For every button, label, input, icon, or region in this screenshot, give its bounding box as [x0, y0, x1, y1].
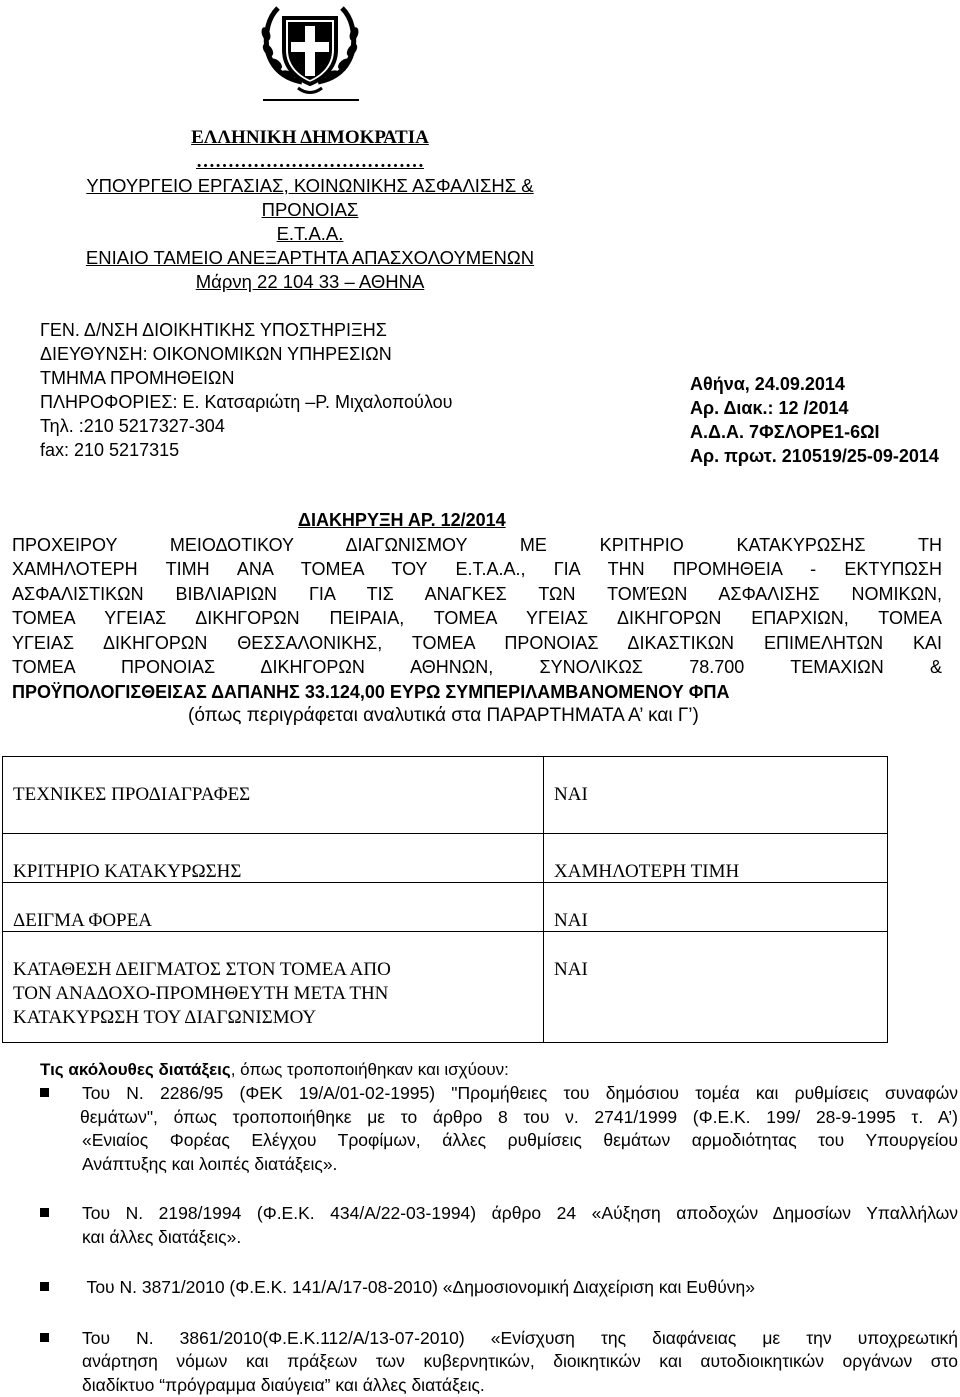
sender-block: [40, 318, 452, 462]
announcement-line: ΠΡΟΧΕΙΡΟΥ ΜΕΙΟΔΟΤΙΚΟΥ ΔΙΑΓΩΝΙΣΜΟΥ ΜΕ ΚΡΙΤΗΡΙΟ ΚΑΤΑΚΥΡΩΣΗΣ ΤΗ: [12, 533, 942, 558]
provisions-intro-bold: Τις ακόλουθες διατάξεις: [40, 1060, 231, 1079]
emblem-rule: [263, 99, 359, 101]
ref-ada: Α.Δ.Α. 7ΦΣΛΟΡΕ1-6ΩΙ: [690, 420, 939, 444]
announcement-note: (όπως περιγράφεται αναλυτικά στα ΠΑΡΑΡΤΗΜΑΤΑ Α’ και Γ’): [12, 704, 942, 729]
announcement-last-line: ΠΡΟΫΠΟΛΟΓΙΣΘΕΙΣΑΣ ΔΑΠΑΝΗΣ 33.124,00 ΕΥΡΩ ΣΥΜΠΕΡΙΛΑΜΒΑΝΟΜΕΝΟΥ ΦΠΑ: [12, 680, 942, 705]
announcement-title: ΔΙΑΚΗΡΥΞΗ ΑΡ. 12/2014: [12, 508, 942, 533]
header-address: Μάρνη 22 104 33 – ΑΘΗΝΑ: [30, 270, 590, 294]
sender-line: ΓΕΝ. Δ/ΝΣΗ ΔΙΟΙΚΗΤΙΚΗΣ ΥΠΟΣΤΗΡΙΞΗΣ: [40, 318, 452, 342]
provision-line: Του Ν. 3861/2010(Φ.Ε.Κ.112/Α/13-07-2010) «Ενίσχυση της διαφάνειας με την υποχρεωτική: [82, 1327, 958, 1351]
ref-date: Αθήνα, 24.09.2014: [690, 372, 939, 396]
bullet-square-icon: [40, 1282, 49, 1291]
announcement-line: ΥΓΕΙΑΣ ΔΙΚΗΓΟΡΩΝ ΘΕΣΣΑΛΟΝΙΚΗΣ, ΤΟΜΕΑ ΠΡΟΝΟΙΑΣ ΔΙΚΑΣΤΙΚΩΝ ΕΠΙΜΕΛΗΤΩΝ ΚΑΙ: [12, 631, 942, 656]
provision-line: Του Ν. 2286/95 (ΦΕΚ 19/Α/01-02-1995) "Προμήθειες του δημόσιου τομέα και ρυθμίσεις συναφών: [40, 1082, 958, 1106]
provision-line: «Ενιαίος Φορέας Ελέγχου Τροφίμων, άλλες ρυθμίσεις θεμάτων αρμοδιότητας του Υπουργείου: [82, 1129, 958, 1153]
spec-label: ΔΕΙΓΜΑ ΦΟΡΕΑ: [3, 883, 543, 931]
spec-table: [2, 756, 888, 1043]
spec-label-line: ΤΟΝ ΑΝΑΔΟΧΟ-ΠΡΟΜΗΘΕΥΤΗ ΜΕΤΑ ΤΗΝ: [13, 982, 533, 1006]
spec-value: ΝΑΙ: [544, 883, 887, 931]
header-ministry-line1: ΥΠΟΥΡΓΕΙΟ ΕΡΓΑΣΙΑΣ, ΚΟΙΝΩΝΙΚΗΣ ΑΣΦΑΛΙΣΗΣ &: [30, 174, 590, 198]
sender-line: ΔΙΕΥΘΥΝΣΗ: ΟΙΚΟΝΟΜΙΚΩΝ ΥΠΗΡΕΣΙΩΝ: [40, 342, 452, 366]
spec-label-line: ΚΑΤΑΘΕΣΗ ΔΕΙΓΜΑΤΟΣ ΣΤΟΝ ΤΟΜΕΑ ΑΠΟ: [13, 958, 533, 982]
provisions-list: [40, 1082, 958, 1397]
sender-line: Τηλ. :210 5217327-304: [40, 414, 452, 438]
table-row: [3, 757, 888, 834]
announcement-line: ΤΟΜΕΑ ΥΓΕΙΑΣ ΔΙΚΗΓΟΡΩΝ ΠΕΙΡΑΙΑ, ΤΟΜΕΑ ΥΓΕΙΑΣ ΔΙΚΗΓΟΡΩΝ ΕΠΑΡΧΙΩΝ, ΤΟΜΕΑ: [12, 606, 942, 631]
table-row: [3, 932, 888, 1043]
header-acronym: Ε.Τ.Α.Α.: [30, 222, 590, 246]
sender-line: ΤΜΗΜΑ ΠΡΟΜΗΘΕΙΩΝ: [40, 366, 452, 390]
spec-value: ΧΑΜΗΛΟΤΕΡΗ ΤΙΜΗ: [544, 834, 887, 882]
provision-line: διαδίκτυο “πρόγραμμα διαύγεια” και άλλες διατάξεις.: [82, 1374, 958, 1397]
ref-protocol-no: Αρ. πρωτ. 210519/25-09-2014: [690, 444, 939, 468]
provision-line: ανάρτηση νόμων και πράξεων των κυβερνητικών, διοικητικών και αυτοδιοικητικών οργάνων στο: [82, 1350, 958, 1374]
spec-value: ΝΑΙ: [544, 932, 887, 1042]
provision-line: Του Ν. 2198/1994 (Φ.Ε.Κ. 434/Α/22-03-1994) άρθρο 24 «Αύξηση αποδοχών Δημοσίων Υπαλλήλων: [82, 1202, 958, 1226]
provisions-intro-rest: , όπως τροποποιήθηκαν και ισχύουν:: [231, 1060, 509, 1079]
provision-line: Του Ν. 3871/2010 (Φ.Ε.Κ. 141/Α/17-08-2010) «Δημοσιονομική Διαχείριση και Ευθύνη»: [82, 1276, 958, 1300]
bullet-square-icon: [40, 1088, 49, 1097]
provision-line: και άλλες διατάξεις».: [82, 1226, 958, 1250]
list-item: [40, 1202, 958, 1249]
bullet-square-icon: [40, 1208, 49, 1217]
reference-block: [690, 372, 939, 468]
greek-coat-of-arms-icon: [258, 4, 362, 100]
table-row: [3, 883, 888, 932]
list-item: [40, 1276, 958, 1300]
spec-label: ΤΕΧΝΙΚΕΣ ΠΡΟΔΙΑΓΡΑΦΕΣ: [3, 757, 543, 833]
sender-line: fax: 210 5217315: [40, 438, 452, 462]
header-republic: ΕΛΛΗΝΙΚΗ ΔΗΜΟΚΡΑΤΙΑ: [30, 126, 590, 150]
spec-label-multiline: [3, 932, 543, 1042]
sender-line: ΠΛΗΡΟΦΟΡΙΕΣ: Ε. Κατσαριώτη –Ρ. Μιχαλοπούλου: [40, 390, 452, 414]
table-row: [3, 834, 888, 883]
header-dots: ………………………………: [30, 150, 590, 174]
header-fund-name: ΕΝΙΑΙΟ ΤΑΜΕΙΟ ΑΝΕΞΑΡΤΗΤΑ ΑΠΑΣΧΟΛΟΥΜΕΝΩΝ: [30, 246, 590, 270]
provision-line: θεμάτων", όπως τροποποιήθηκε με το άρθρο 8 του ν. 2741/1999 (Φ.Ε.Κ. 199/ 28-9-1995 τ. Α’): [80, 1106, 958, 1130]
announcement-line: ΧΑΜΗΛΟΤΕΡΗ ΤΙΜΗ ΑΝΑ ΤΟΜΕΑ ΤΟΥ Ε.Τ.Α.Α., ΓΙΑ ΤΗΝ ΠΡΟΜΗΘΕΙΑ - ΕΚΤΥΠΩΣΗ: [12, 557, 942, 582]
ref-announcement-no: Αρ. Διακ.: 12 /2014: [690, 396, 939, 420]
bullet-square-icon: [40, 1333, 49, 1342]
announcement-line: ΑΣΦΑΛΙΣΤΙΚΩΝ ΒΙΒΛΙΑΡΙΩΝ ΓΙΑ ΤΙΣ ΑΝΑΓΚΕΣ ΤΩΝ ΤΟΜΈΩΝ ΑΣΦΑΛΙΣΗΣ ΝΟΜΙΚΩΝ,: [12, 582, 942, 607]
list-item: [40, 1327, 958, 1397]
header-ministry-line2: ΠΡΟΝΟΙΑΣ: [30, 198, 590, 222]
spec-label-line: ΚΑΤΑΚΥΡΩΣΗ ΤΟΥ ΔΙΑΓΩΝΙΣΜΟΥ: [13, 1006, 533, 1030]
spec-value: ΝΑΙ: [544, 757, 887, 833]
spec-label: ΚΡΙΤΗΡΙΟ ΚΑΤΑΚΥΡΩΣΗΣ: [3, 834, 543, 882]
announcement-line: ΤΟΜΕΑ ΠΡΟΝΟΙΑΣ ΔΙΚΗΓΟΡΩΝ ΑΘΗΝΩΝ, ΣΥΝΟΛΙΚΩΣ 78.700 ΤΕΜΑΧΙΩΝ &: [12, 655, 942, 680]
announcement-block: [12, 508, 942, 729]
provision-line: Ανάπτυξης και λοιπές διατάξεις».: [82, 1153, 958, 1177]
list-item: [40, 1082, 958, 1176]
provisions-intro: [40, 1058, 509, 1082]
